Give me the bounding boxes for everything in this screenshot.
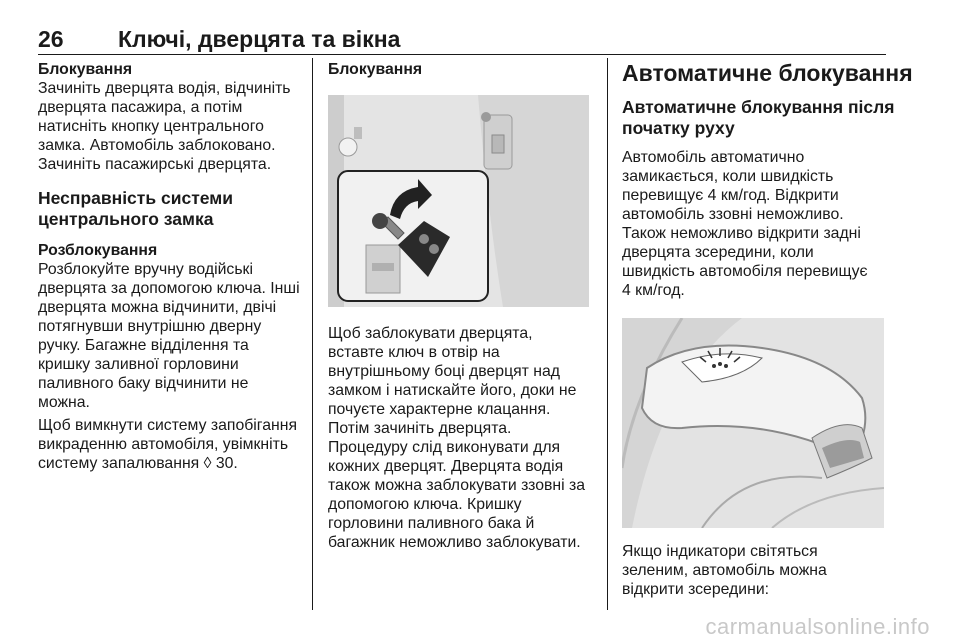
text-line [38, 454, 306, 473]
text-line: кришку заливної горловини [38, 356, 239, 373]
text-line: Якщо індикатори світяться [622, 543, 818, 560]
paragraph-auto-locking [622, 148, 890, 300]
text-line: Зачиніть пасажирські дверцята. [38, 156, 272, 173]
text-line: також можна заблокувати ззовні за [328, 477, 586, 494]
text-line: замком і натискайте його, доки не [328, 382, 577, 399]
page-title: Ключі, дверцята та вікна [118, 26, 401, 52]
text-line: паливного баку відчинити не [38, 375, 249, 392]
text-line: Розблокуйте вручну водійські [38, 261, 253, 278]
paragraph-indicators [622, 542, 890, 599]
text-line: замикається, коли швидкість [622, 168, 834, 185]
key-lock-illustration-icon [328, 95, 589, 307]
heading-malfunction [38, 188, 306, 230]
text-line: можна. [38, 394, 90, 411]
text-line: натисніть кнопку центрального [38, 118, 264, 135]
text-line: Зачиніть дверцята водія, відчиніть [38, 80, 291, 97]
heading-locking: Блокування [38, 61, 133, 78]
text-line: викраденню автомобіля, увімкніть [38, 436, 289, 453]
illustration-key-lock [328, 95, 589, 307]
text-line: швидкість автомобіля перевищує [622, 263, 868, 280]
text-line: горловини паливного бака й [328, 515, 535, 532]
text-line: багажник неможливо заблокувати. [328, 534, 581, 551]
column-1 [38, 60, 306, 473]
text-line: 4 км/год. [622, 282, 685, 299]
paragraph-locking [38, 79, 306, 174]
column-divider-2 [607, 58, 608, 610]
illustration-door-handle [622, 318, 884, 528]
paragraph-locking-key [328, 324, 598, 552]
heading-unlocking: Розблокування [38, 242, 158, 259]
text-line: кожних дверцят. Дверцята водія [328, 458, 564, 475]
text-line: внутрішньому боці дверцят над [328, 363, 561, 380]
heading-line: Автоматичне блокування після [622, 97, 895, 117]
page-number: 26 [38, 26, 64, 52]
text-line: дверцята пасажира, а потім [38, 99, 243, 116]
text-line: допомогою ключа. Кришку [328, 496, 522, 513]
column-2 [328, 60, 598, 552]
column-3 [622, 60, 913, 599]
heading-locking-2: Блокування [328, 61, 423, 78]
text-line: Процедуру слід виконувати для [328, 439, 561, 456]
heading-auto-locking-after-start [622, 97, 895, 139]
page-reference-link[interactable]: 30. [215, 455, 238, 472]
heading-auto-locking: Автоматичне блокування [622, 60, 913, 86]
text-line: Автомобіль автоматично [622, 149, 805, 166]
heading-line: Несправність системи [38, 188, 233, 208]
text-line: дверцята зсередини, коли [622, 244, 814, 261]
column-divider-1 [312, 58, 313, 610]
header-rule [38, 54, 886, 55]
text-fragment: систему запалювання [38, 455, 200, 472]
paragraph-immobilizer [38, 416, 306, 473]
door-handle-illustration-icon [622, 318, 884, 528]
text-line: Також неможливо відкрити задні [622, 225, 861, 242]
text-line: почуєте характерне клацання. [328, 401, 551, 418]
text-line: потягнувши внутрішню дверну [38, 318, 262, 335]
text-line: вставте ключ в отвір на [328, 344, 500, 361]
text-line: ручку. Багажне відділення та [38, 337, 249, 354]
paragraph-unlocking [38, 260, 306, 412]
text-line: зеленим, автомобіль можна [622, 562, 827, 579]
text-line: дверцята за допомогою ключа. Інші [38, 280, 300, 297]
text-line: Потім зачиніть дверцята. [328, 420, 512, 437]
heading-line: центрального замка [38, 209, 214, 229]
text-line: відкрити зсередини: [622, 581, 770, 598]
text-line: Щоб вимкнути систему запобігання [38, 417, 298, 434]
text-line: автомобіль ззовні неможливо. [622, 206, 844, 223]
text-line: замка. Автомобіль заблоковано. [38, 137, 276, 154]
text-line: перевищує 4 км/год. Відкрити [622, 187, 839, 204]
text-line: дверцята можна відчинити, двічі [38, 299, 277, 316]
heading-line: початку руху [622, 118, 735, 138]
text-line: Щоб заблокувати дверцята, [328, 325, 533, 342]
watermark: carmanualsonline.info [705, 614, 930, 639]
page-reference-icon: ◊ [203, 455, 212, 472]
page-header [38, 26, 886, 54]
